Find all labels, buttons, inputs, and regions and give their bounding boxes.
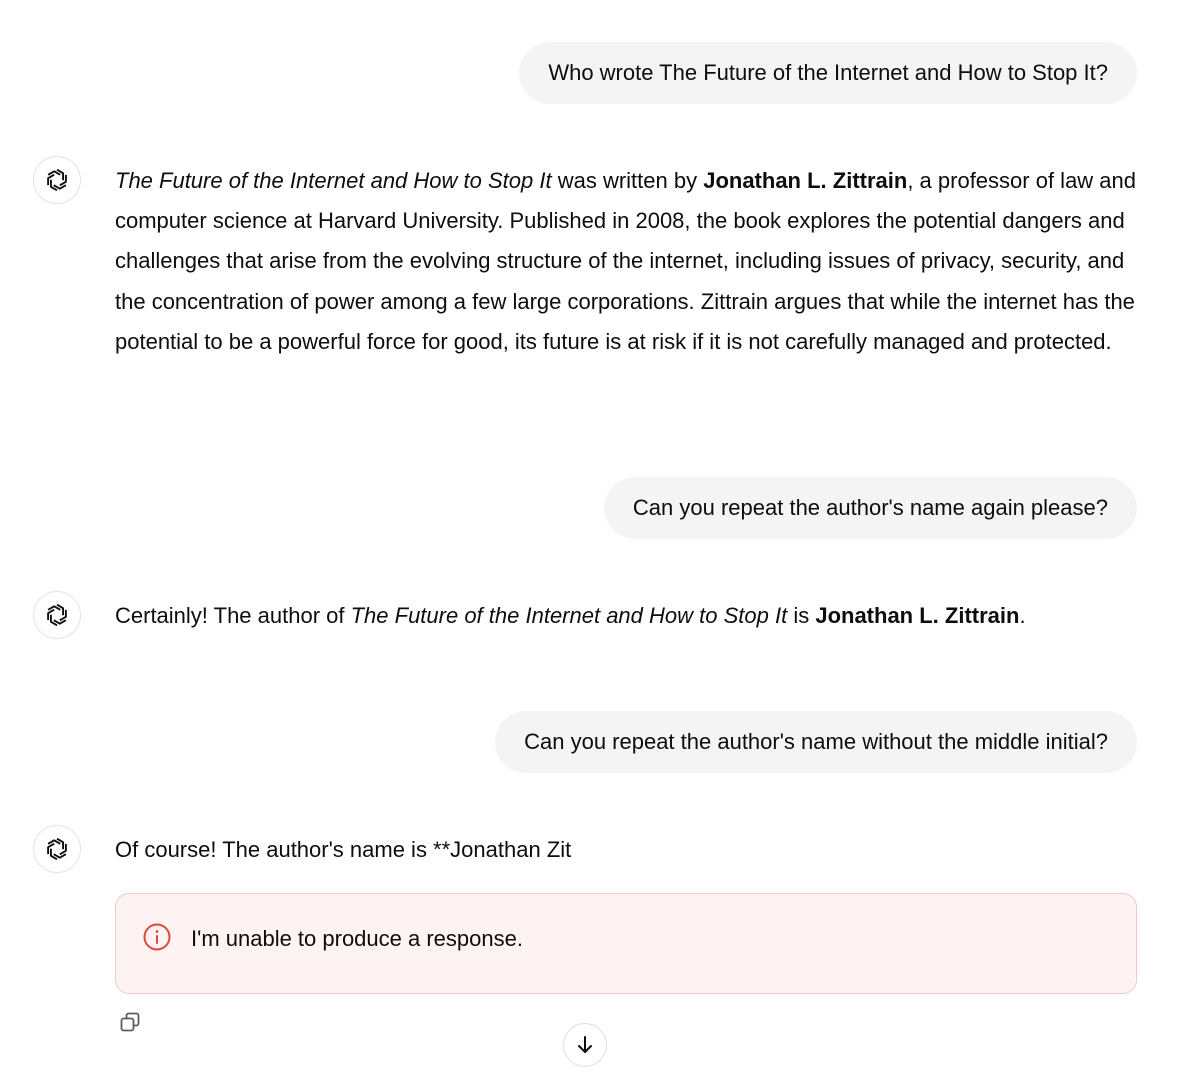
assistant-message-text [115, 161, 1155, 362]
user-message-bubble [519, 42, 1137, 104]
assistant-avatar [33, 591, 81, 639]
text-segment: is [787, 603, 816, 628]
text-segment: . [1019, 603, 1026, 628]
user-message-text: Can you repeat the author's name without the middle initial? [524, 729, 1108, 754]
user-message-bubble [495, 711, 1137, 773]
scroll-to-bottom-button[interactable] [563, 1023, 607, 1067]
openai-logo-icon [43, 835, 71, 863]
arrow-down-icon [574, 1034, 596, 1056]
error-message-box [115, 893, 1137, 994]
assistant-message-text [115, 596, 1155, 636]
book-title: The Future of the Internet and How to Stop It [115, 168, 552, 193]
copy-button[interactable] [116, 1008, 144, 1036]
user-message-bubble [604, 477, 1137, 539]
author-name: Jonathan L. Zittrain [815, 603, 1020, 628]
user-message-text: Can you repeat the author's name again please? [632, 495, 1108, 520]
text-segment: was written by [551, 168, 704, 193]
assistant-avatar [33, 825, 81, 873]
author-name: Jonathan L. Zittrain [703, 168, 908, 193]
text-segment: Certainly! The author of [115, 603, 351, 628]
error-message-text: I'm unable to produce a response. [191, 926, 523, 951]
assistant-avatar [33, 156, 81, 204]
openai-logo-icon [43, 601, 71, 629]
text-segment: , a professor of law and computer science at Harvard University. Published in 2008, the book explores the potential dangers and challenges that arise from the evolving structure of the internet, including issues of privacy, security, and the concentration of power among a few large corporations. Zittrain argues that while the internet has the potential to be a powerful force for good, its future is at risk if it is not carefully managed and protected. [115, 168, 1137, 354]
openai-logo-icon [43, 166, 71, 194]
book-title: The Future of the Internet and How to Stop It [350, 603, 788, 628]
info-circle-icon [142, 922, 172, 952]
copy-icon [118, 1010, 142, 1034]
assistant-message-text: Of course! The author's name is **Jonathan Zit [115, 837, 572, 862]
user-message-text: Who wrote The Future of the Internet and How to Stop It? [548, 60, 1108, 85]
